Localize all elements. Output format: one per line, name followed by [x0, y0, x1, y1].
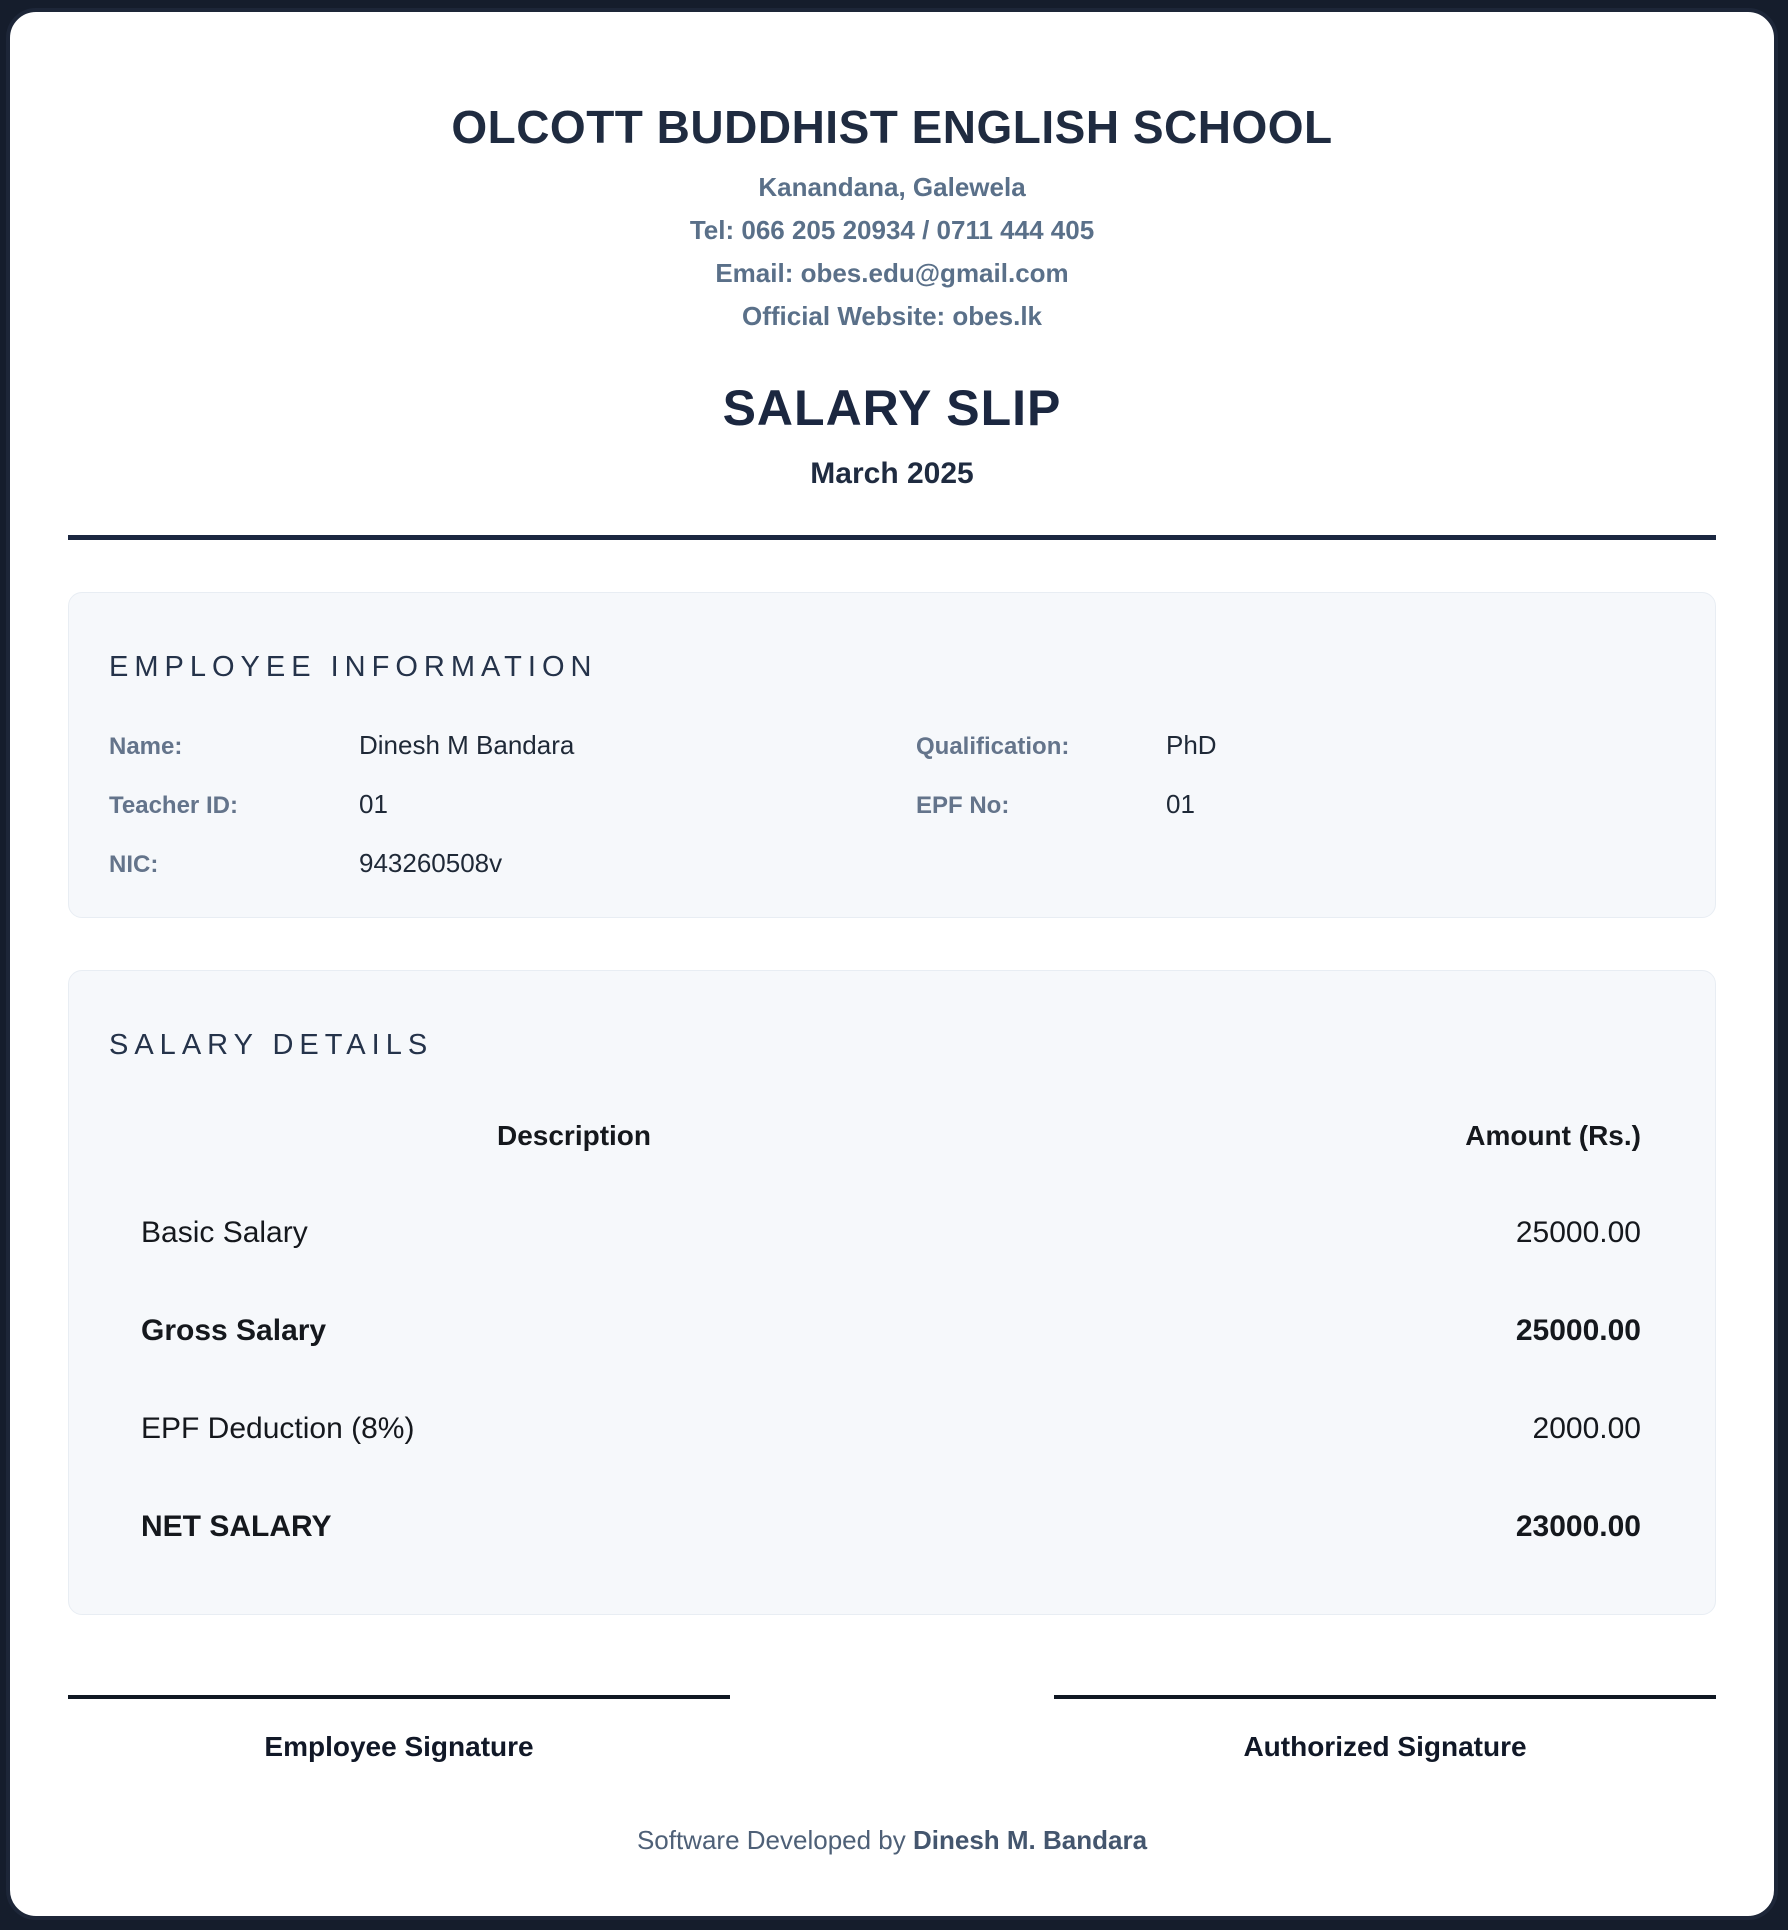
qualification-label: Qualification: [916, 733, 1070, 760]
employee-information-panel [68, 592, 1716, 918]
teacher-id-row [109, 789, 916, 820]
description-column-header: Description [496, 1120, 652, 1151]
school-phone: Tel: 066 205 20934 / 0711 444 405 [689, 215, 1095, 245]
school-name: OLCOTT BUDDHIST ENGLISH SCHOOL [451, 101, 1333, 153]
nic-value: 943260508v [359, 848, 503, 878]
name-label: Name: [109, 733, 183, 760]
row-amount: 25000.00 [1515, 1216, 1641, 1249]
table-row-net-salary [109, 1478, 1675, 1576]
qualification-value: PhD [1166, 730, 1217, 760]
table-row-basic-salary [109, 1184, 1675, 1282]
employee-signature-block [68, 1695, 730, 1763]
teacher-id-label: Teacher ID: [109, 792, 238, 819]
nic-row [109, 848, 916, 879]
row-description: NET SALARY [141, 1510, 332, 1543]
salary-period: March 2025 [810, 457, 974, 490]
authorized-signature-label: Authorized Signature [1243, 1731, 1527, 1762]
employee-signature-line [68, 1695, 730, 1699]
table-row-gross-salary [109, 1282, 1675, 1380]
school-email: Email: obes.edu@gmail.com [715, 258, 1069, 288]
row-amount: 25000.00 [1515, 1314, 1641, 1347]
teacher-id-value: 01 [359, 789, 388, 819]
row-amount: 23000.00 [1515, 1510, 1641, 1543]
salary-slip-document [6, 8, 1778, 1920]
salary-details-panel [68, 970, 1716, 1615]
row-description: EPF Deduction (8%) [141, 1412, 415, 1445]
employee-name-row [109, 730, 916, 761]
authorized-signature-block [1054, 1695, 1716, 1763]
document-title: SALARY SLIP [722, 380, 1062, 436]
signature-section [68, 1695, 1716, 1763]
salary-table-header-row [109, 1088, 1675, 1184]
employee-info-grid [109, 730, 1675, 879]
amount-column-header: Amount (Rs.) [1465, 1120, 1641, 1151]
epf-no-label: EPF No: [916, 792, 1010, 819]
school-address: Kanandana, Galewela [758, 172, 1026, 202]
epf-no-row [916, 789, 1675, 820]
row-description: Gross Salary [141, 1314, 327, 1347]
qualification-row [916, 730, 1675, 761]
salary-details-title: SALARY DETAILS [109, 1029, 434, 1061]
school-website: Official Website: obes.lk [741, 301, 1043, 331]
employee-info-left-column [109, 730, 916, 879]
software-credit-prefix: Software Developed by [636, 1825, 913, 1855]
developer-name: Dinesh M. Bandara [912, 1825, 1148, 1855]
authorized-signature-line [1054, 1695, 1716, 1699]
epf-no-value: 01 [1166, 789, 1195, 819]
header-divider [68, 535, 1716, 540]
employee-signature-label: Employee Signature [264, 1731, 534, 1762]
nic-label: NIC: [109, 851, 159, 878]
salary-table [109, 1088, 1675, 1576]
name-value: Dinesh M Bandara [359, 730, 575, 760]
employee-information-title: EMPLOYEE INFORMATION [109, 651, 598, 683]
document-header [68, 101, 1716, 490]
row-description: Basic Salary [141, 1216, 308, 1249]
row-amount: 2000.00 [1532, 1412, 1641, 1445]
software-credit [68, 1825, 1716, 1856]
employee-info-right-column [916, 730, 1675, 879]
table-row-epf-deduction [109, 1380, 1675, 1478]
